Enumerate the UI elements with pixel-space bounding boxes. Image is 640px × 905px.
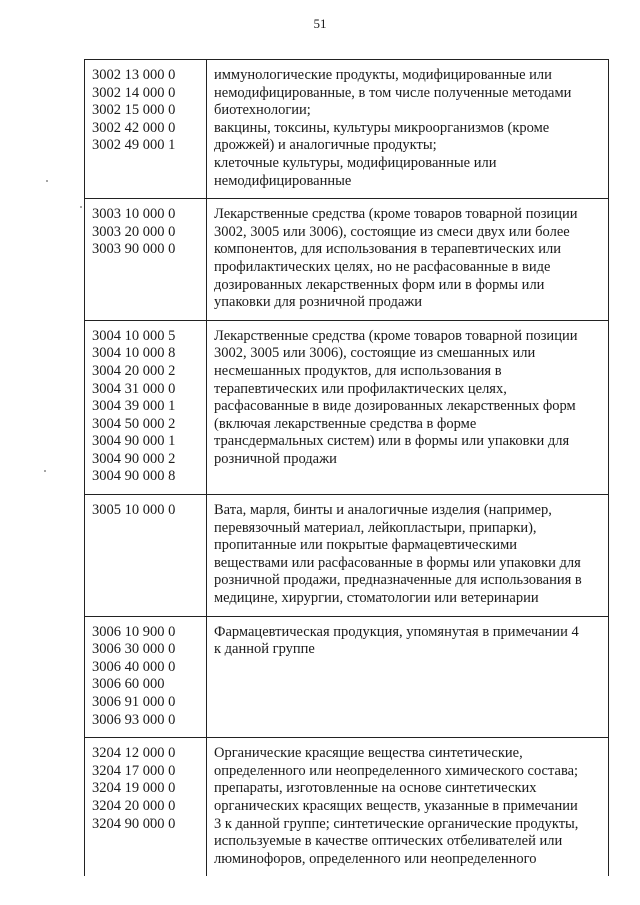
description-line: используемые в качестве оптических отбеливателей или [214,833,563,850]
code-cell [85,495,207,617]
description-line: профилактических целях, но не расфасованные в виде [214,258,551,275]
description-line: органических красящих веществ, указанные в примечании [214,797,578,814]
table-row [85,199,609,321]
code-cell [85,616,207,738]
commodity-code: 3004 10 000 5 [92,327,176,344]
scan-speck [80,206,82,208]
description-line: Лекарственные средства (кроме товаров товарной позиции [214,206,578,223]
description-cell [207,320,609,494]
table-row [85,495,609,617]
description-line: пропитанные или покрытые фармацевтическими [214,537,518,554]
description-line: Органические красящие вещества синтетические, [214,745,523,762]
description-line: трансдермальных систем) или в формы или упаковки для [214,433,570,450]
description-line: веществами или расфасованные в формы или упаковки для [214,554,581,571]
commodity-code: 3002 13 000 0 [92,67,176,83]
description-line: биотехнологии; [214,102,311,119]
commodity-code: 3204 20 000 0 [92,797,176,814]
commodity-code: 3204 12 000 0 [92,745,176,762]
code-cell [85,199,207,321]
page-number: 51 [313,16,327,31]
description-line: определенного или неопределенного химического состава; [214,762,579,779]
description-cell [207,60,609,199]
description-cell [207,199,609,321]
commodity-code: 3004 50 000 2 [92,415,176,432]
description-line: немодифицированные [214,172,352,189]
commodity-code: 3204 17 000 0 [92,762,176,779]
description-line: расфасованные в виде дозированных лекарственных форм [214,398,576,415]
commodity-code: 3006 30 000 0 [92,641,176,658]
description-line: перевязочный материал, лейкопластыри, припарки), [214,519,537,536]
commodity-code: 3006 91 000 0 [92,694,176,710]
commodity-code: 3002 15 000 0 [92,102,176,119]
description-line: препараты, изготовленные на основе синтетических [214,780,537,797]
description-cell [207,495,609,617]
description-line: 3002, 3005 или 3006), состоящие из смеси двух или более [214,223,570,240]
code-cell [85,60,207,199]
commodity-code: 3204 19 000 0 [92,780,176,797]
commodity-code: 3003 20 000 0 [92,223,176,240]
commodity-code: 3003 10 000 0 [92,206,176,223]
commodity-code: 3006 40 000 0 [92,658,176,675]
commodity-code: 3002 49 000 1 [92,137,176,154]
commodity-code: 3006 93 000 0 [92,711,176,728]
table-row [85,616,609,738]
table-row [85,60,609,199]
description-line: медицине, хирургии, стоматологии или ветеринарии [214,590,539,607]
description-line: к данной группе [214,641,315,658]
description-line: терапевтических или профилактических целях, [214,380,507,397]
commodity-code: 3004 20 000 2 [92,362,176,379]
description-line: люминофоров, определенного или неопределенного [214,850,537,867]
description-line: немодифицированные, в том числе полученные методами [214,84,572,101]
description-line: 3 к данной группе; синтетические органические продукты, [214,815,579,832]
description-line: розничной продажи [214,450,337,467]
description-line: (включая лекарственные средства в форме [214,415,477,432]
commodity-code: 3004 39 000 1 [92,398,176,415]
commodity-code: 3004 10 000 8 [92,345,176,362]
description-line: Фармацевтическая продукция, упомянутая в примечании 4 [214,623,579,640]
commodity-code: 3002 42 000 0 [92,119,176,136]
scan-speck [46,180,48,182]
code-cell [85,320,207,494]
table-row [85,320,609,494]
description-line: иммунологические продукты, модифицированные или [214,67,552,83]
commodity-code: 3004 90 000 2 [92,450,176,467]
table-row [85,738,609,877]
commodity-code: 3004 90 000 1 [92,433,176,450]
description-line: упаковки для розничной продажи [214,294,423,311]
description-cell [207,616,609,738]
commodity-code: 3004 31 000 0 [92,380,176,397]
tariff-code-table [84,59,609,876]
description-line: розничной продажи, предназначенные для использования в [214,572,582,589]
description-line: дозированных лекарственных форм или в формы или [214,276,545,293]
commodity-code: 3204 90 000 0 [92,815,176,832]
commodity-code: 3002 14 000 0 [92,84,176,101]
commodity-code: 3004 90 000 8 [92,468,176,485]
commodity-code: 3003 90 000 0 [92,241,176,258]
code-cell [85,738,207,877]
description-line: Лекарственные средства (кроме товаров товарной позиции [214,327,578,344]
commodity-code: 3006 10 900 0 [92,623,176,640]
description-line: клеточные культуры, модифицированные или [214,154,497,171]
scan-speck [44,470,46,472]
description-cell [207,738,609,877]
commodity-code: 3006 60 000 [92,676,165,693]
description-line: вакцины, токсины, культуры микроорганизмов (кроме [214,119,550,136]
description-line: компонентов, для использования в терапевтических или [214,241,561,258]
description-line: 3002, 3005 или 3006), состоящие из смешанных или [214,345,536,362]
description-line: несмешанных продуктов, для использования в [214,362,502,379]
description-line: дрожжей) и аналогичные продукты; [214,137,437,154]
description-line: Вата, марля, бинты и аналогичные изделия (например, [214,502,552,519]
commodity-code: 3005 10 000 0 [92,502,176,519]
